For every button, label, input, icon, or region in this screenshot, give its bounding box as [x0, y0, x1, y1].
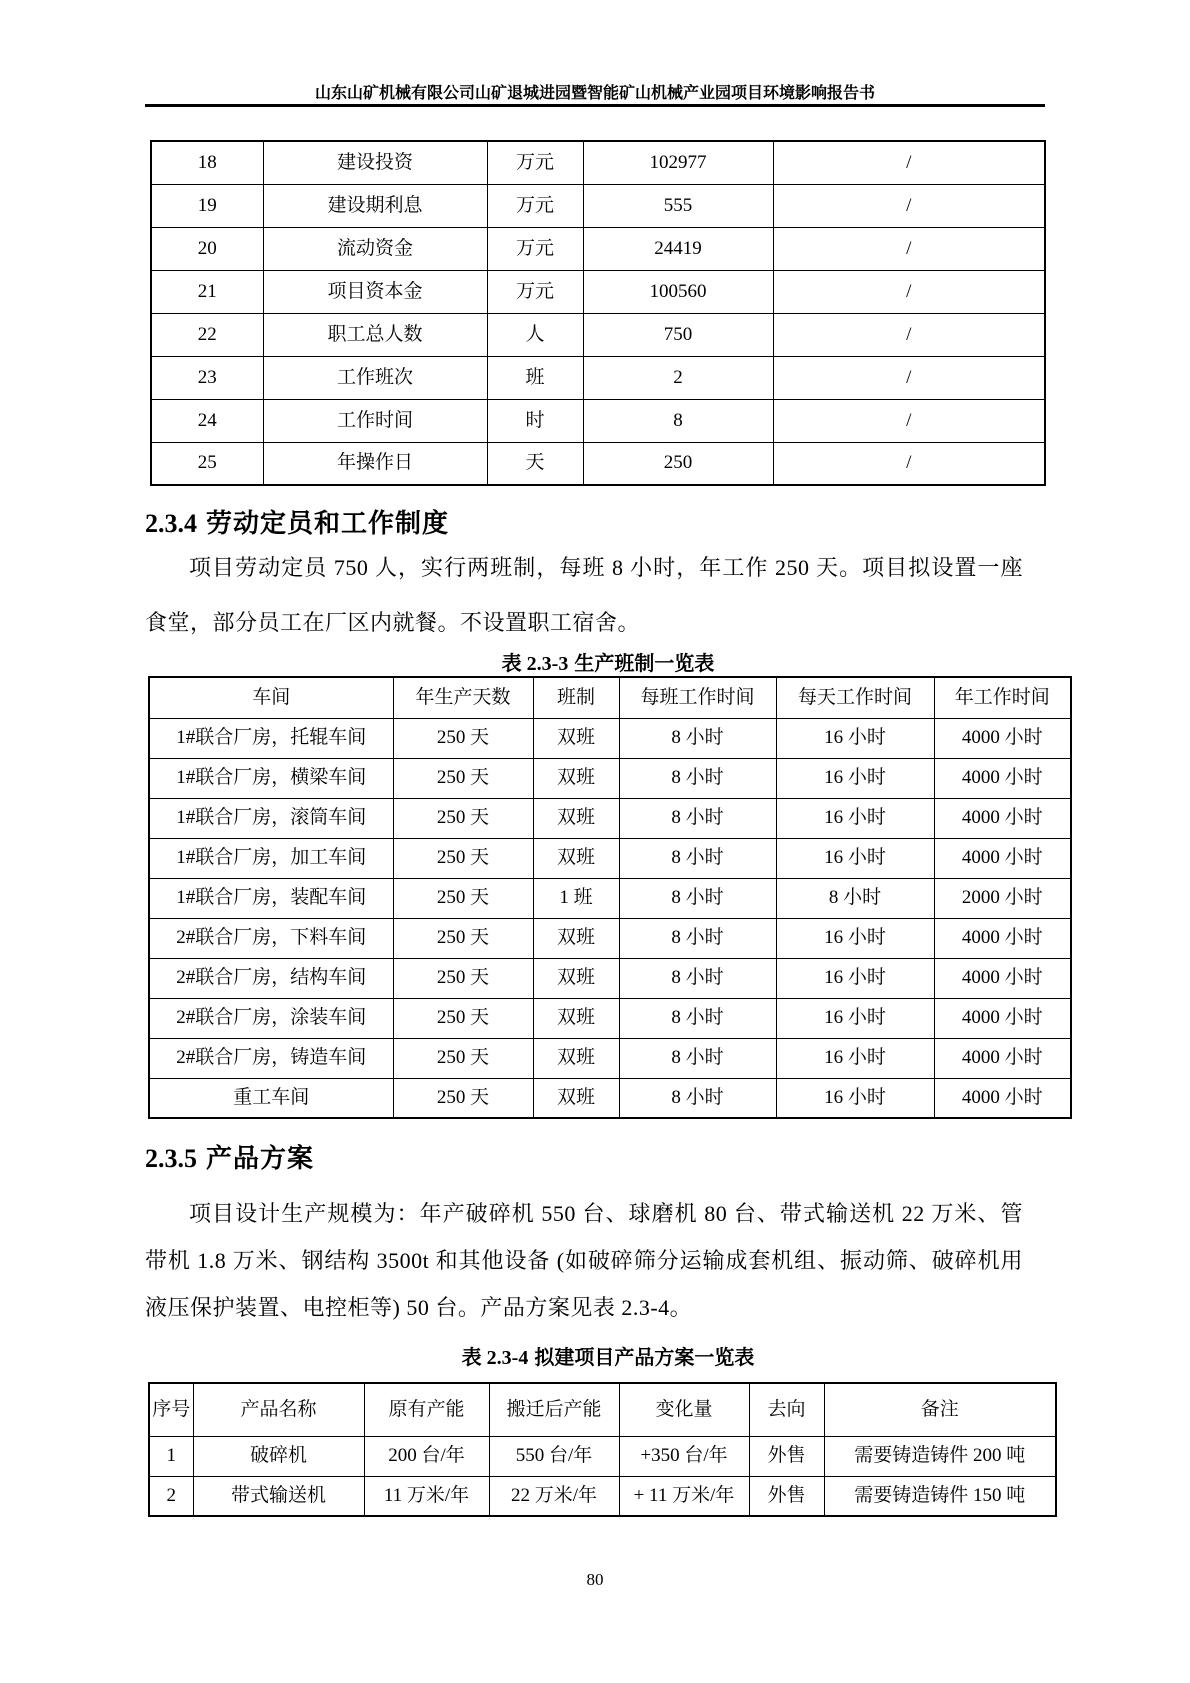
column-header: 序号 — [149, 1383, 193, 1436]
table-cell: 555 — [583, 184, 773, 227]
table-row — [151, 313, 1045, 356]
table-cell: 16 小时 — [776, 718, 934, 758]
table-cell: 1#联合厂房，托辊车间 — [149, 718, 393, 758]
table-cell: 工作时间 — [263, 399, 487, 442]
table-cell: 双班 — [533, 838, 619, 878]
table-cell: 250 天 — [393, 918, 533, 958]
table-cell: 8 小时 — [619, 758, 776, 798]
table-cell: / — [773, 442, 1045, 485]
section-title: 劳动定员和工作制度 — [206, 508, 450, 538]
table-row — [149, 1038, 1071, 1078]
table-cell: 4000 小时 — [934, 918, 1071, 958]
section-heading-2-3-4 — [145, 503, 449, 540]
table-cell: 8 小时 — [619, 718, 776, 758]
section-number: 2.3.5 — [145, 1144, 197, 1173]
table-cell: 职工总人数 — [263, 313, 487, 356]
column-header: 产品名称 — [193, 1383, 364, 1436]
table-cell: 100560 — [583, 270, 773, 313]
table-cell: 4000 小时 — [934, 838, 1071, 878]
table-cell: 双班 — [533, 918, 619, 958]
table-cell: 22 万米/年 — [489, 1476, 619, 1516]
table-cell: 双班 — [533, 798, 619, 838]
table-cell: 250 天 — [393, 958, 533, 998]
table-cell: 16 小时 — [776, 838, 934, 878]
table-cell: 550 台/年 — [489, 1436, 619, 1476]
table-cell: / — [773, 141, 1045, 184]
section-heading-2-3-5 — [145, 1138, 314, 1175]
table-cell: 万元 — [487, 270, 583, 313]
table-cell: 25 — [151, 442, 263, 485]
table-cell: 需要铸造铸件 200 吨 — [824, 1436, 1056, 1476]
header-rule — [145, 104, 1045, 107]
table-row — [151, 442, 1045, 485]
header-row — [149, 677, 1071, 718]
table-cell: 16 小时 — [776, 1078, 934, 1118]
table-cell: 250 — [583, 442, 773, 485]
table-cell: 8 小时 — [776, 878, 934, 918]
table-cell: 250 天 — [393, 1078, 533, 1118]
caption-label: 表 2.3-4 — [461, 1347, 529, 1369]
table-row — [149, 758, 1071, 798]
column-header: 每天工作时间 — [776, 677, 934, 718]
table-row — [149, 918, 1071, 958]
table-cell: / — [773, 270, 1045, 313]
table-cell: 200 台/年 — [364, 1436, 489, 1476]
table-cell: 2#联合厂房，涂装车间 — [149, 998, 393, 1038]
table-cell: 4000 小时 — [934, 958, 1071, 998]
product-plan-table-body — [149, 1436, 1056, 1516]
table-cell: 4000 小时 — [934, 718, 1071, 758]
table-cell: 8 小时 — [619, 838, 776, 878]
table-cell: 8 小时 — [619, 958, 776, 998]
table-cell: + 11 万米/年 — [619, 1476, 749, 1516]
table-cell: 250 天 — [393, 878, 533, 918]
table-cell: 带式输送机 — [193, 1476, 364, 1516]
table-cell: 建设期利息 — [263, 184, 487, 227]
table-cell: 250 天 — [393, 1038, 533, 1078]
table-cell: 250 天 — [393, 798, 533, 838]
table-cell: 双班 — [533, 1038, 619, 1078]
table-cell: / — [773, 313, 1045, 356]
caption-text: 生产班制一览表 — [574, 653, 715, 675]
table-cell: 8 — [583, 399, 773, 442]
table-cell: 250 天 — [393, 758, 533, 798]
table-cell: 16 小时 — [776, 798, 934, 838]
table-cell: 双班 — [533, 998, 619, 1038]
table-cell: 4000 小时 — [934, 758, 1071, 798]
production-shift-table-head — [149, 677, 1071, 718]
table-cell: 4000 小时 — [934, 1078, 1071, 1118]
table-cell: 2#联合厂房，铸造车间 — [149, 1038, 393, 1078]
table-cell: 8 小时 — [619, 998, 776, 1038]
table-row — [149, 798, 1071, 838]
table-cell: 4000 小时 — [934, 1038, 1071, 1078]
table-cell: 流动资金 — [263, 227, 487, 270]
table-cell: 天 — [487, 442, 583, 485]
table-row — [151, 227, 1045, 270]
table-row — [149, 878, 1071, 918]
table-cell: 项目资本金 — [263, 270, 487, 313]
table-row — [149, 1078, 1071, 1118]
table-cell: 18 — [151, 141, 263, 184]
table-caption-2-3-3 — [148, 647, 1068, 676]
table-cell: 250 天 — [393, 838, 533, 878]
table-row — [151, 184, 1045, 227]
column-header: 年工作时间 — [934, 677, 1071, 718]
table-cell: 250 天 — [393, 718, 533, 758]
header-row — [149, 1383, 1056, 1436]
table-row — [149, 838, 1071, 878]
table-cell: 建设投资 — [263, 141, 487, 184]
table-cell: 2 — [149, 1476, 193, 1516]
table-cell: 万元 — [487, 227, 583, 270]
column-header: 搬迁后产能 — [489, 1383, 619, 1436]
table-cell: 1 班 — [533, 878, 619, 918]
table-cell: 8 小时 — [619, 1038, 776, 1078]
table-cell: 8 小时 — [619, 798, 776, 838]
table-cell: 16 小时 — [776, 918, 934, 958]
table-cell: / — [773, 227, 1045, 270]
table-cell: 750 — [583, 313, 773, 356]
table-cell: 1#联合厂房，装配车间 — [149, 878, 393, 918]
table-cell: 16 小时 — [776, 998, 934, 1038]
column-header: 原有产能 — [364, 1383, 489, 1436]
table-cell: 双班 — [533, 958, 619, 998]
table-cell: 1#联合厂房，加工车间 — [149, 838, 393, 878]
project-overview-table — [150, 140, 1046, 486]
table-row — [151, 399, 1045, 442]
column-header: 年生产天数 — [393, 677, 533, 718]
table-cell: 8 小时 — [619, 918, 776, 958]
product-plan-table-head — [149, 1383, 1056, 1436]
table-cell: 16 小时 — [776, 758, 934, 798]
project-overview-table-body — [151, 141, 1045, 485]
column-header: 备注 — [824, 1383, 1056, 1436]
page-number: 80 — [586, 1570, 604, 1589]
table-cell: 双班 — [533, 718, 619, 758]
table-cell: 16 小时 — [776, 958, 934, 998]
table-cell: 22 — [151, 313, 263, 356]
table-caption-2-3-4 — [148, 1341, 1068, 1370]
table-cell: / — [773, 399, 1045, 442]
table-cell: 重工车间 — [149, 1078, 393, 1118]
product-plan-table — [148, 1382, 1057, 1517]
table-cell: 250 天 — [393, 998, 533, 1038]
production-shift-table-body — [149, 718, 1071, 1118]
table-cell: 4000 小时 — [934, 798, 1071, 838]
section-number: 2.3.4 — [145, 509, 197, 538]
table-cell: 1#联合厂房，滚筒车间 — [149, 798, 393, 838]
table-cell: 24 — [151, 399, 263, 442]
table-cell: 21 — [151, 270, 263, 313]
column-header: 每班工作时间 — [619, 677, 776, 718]
section-title: 产品方案 — [206, 1143, 315, 1173]
table-cell: 11 万米/年 — [364, 1476, 489, 1516]
table-cell: 1#联合厂房，横梁车间 — [149, 758, 393, 798]
table-cell: 2#联合厂房，结构车间 — [149, 958, 393, 998]
table-cell: 破碎机 — [193, 1436, 364, 1476]
paragraph-product-plan: 项目设计生产规模为：年产破碎机 550 台、球磨机 80 台、带式输送机 22 万米、管带机 1.8 万米、钢结构 3500t 和其他设备 (如破碎筛分运输成套机组、振动筛、破碎机用液压保护装置、电控柜等) 50 台。产品方案见表 2.3-4。 — [145, 1201, 1023, 1320]
table-cell: 时 — [487, 399, 583, 442]
table-cell: 班 — [487, 356, 583, 399]
table-cell: 外售 — [749, 1436, 824, 1476]
table-cell: 19 — [151, 184, 263, 227]
table-row — [151, 141, 1045, 184]
table-cell: 万元 — [487, 184, 583, 227]
table-cell: 人 — [487, 313, 583, 356]
table-row — [149, 718, 1071, 758]
table-cell: 23 — [151, 356, 263, 399]
table-row — [149, 1476, 1056, 1516]
column-header: 班制 — [533, 677, 619, 718]
table-cell: 年操作日 — [263, 442, 487, 485]
production-shift-table — [148, 676, 1072, 1119]
caption-text: 拟建项目产品方案一览表 — [534, 1347, 755, 1369]
table-cell: 20 — [151, 227, 263, 270]
report-header-title: 山东山矿机械有限公司山矿退城进园暨智能矿山机械产业园项目环境影响报告书 — [314, 85, 875, 102]
table-cell: 8 小时 — [619, 878, 776, 918]
table-cell: 工作班次 — [263, 356, 487, 399]
table-cell: 4000 小时 — [934, 998, 1071, 1038]
column-header: 车间 — [149, 677, 393, 718]
table-row — [149, 998, 1071, 1038]
table-row — [151, 356, 1045, 399]
table-cell: 需要铸造铸件 150 吨 — [824, 1476, 1056, 1516]
table-cell: 外售 — [749, 1476, 824, 1516]
column-header: 去向 — [749, 1383, 824, 1436]
table-cell: 双班 — [533, 758, 619, 798]
caption-label: 表 2.3-3 — [501, 653, 569, 675]
table-cell: 24419 — [583, 227, 773, 270]
table-cell: 102977 — [583, 141, 773, 184]
table-cell: / — [773, 356, 1045, 399]
table-row — [149, 958, 1071, 998]
table-cell: 16 小时 — [776, 1038, 934, 1078]
table-cell: / — [773, 184, 1045, 227]
table-cell: 2000 小时 — [934, 878, 1071, 918]
table-cell: 8 小时 — [619, 1078, 776, 1118]
table-row — [151, 270, 1045, 313]
table-cell: 2#联合厂房，下料车间 — [149, 918, 393, 958]
table-row — [149, 1436, 1056, 1476]
column-header: 变化量 — [619, 1383, 749, 1436]
table-cell: 1 — [149, 1436, 193, 1476]
table-cell: 双班 — [533, 1078, 619, 1118]
table-cell: +350 台/年 — [619, 1436, 749, 1476]
paragraph-labor-system: 项目劳动定员 750 人，实行两班制，每班 8 小时，年工作 250 天。项目拟设置一座食堂，部分员工在厂区内就餐。不设置职工宿舍。 — [145, 555, 1023, 635]
table-cell: 万元 — [487, 141, 583, 184]
table-cell: 2 — [583, 356, 773, 399]
